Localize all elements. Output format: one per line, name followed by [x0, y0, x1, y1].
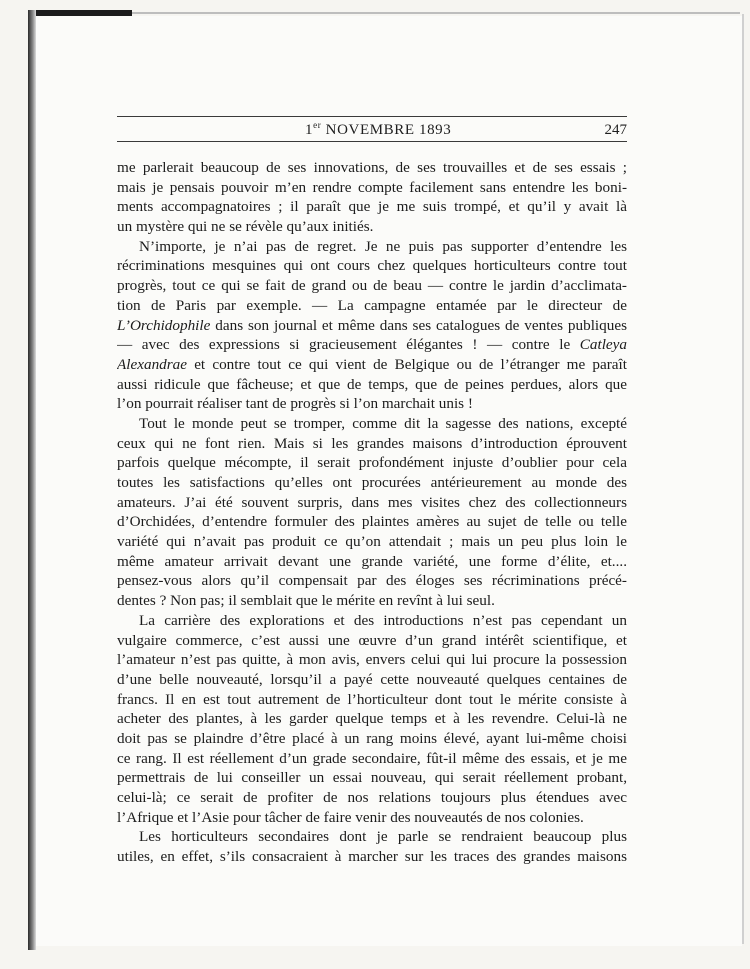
text-line-content: pensez-vous alors qu’il compensait par des éloges ses récriminations précé-	[117, 572, 627, 590]
running-head-date	[305, 120, 451, 139]
italic-title: L’Orchidophile	[117, 316, 211, 334]
scan-shadow-left	[28, 10, 36, 950]
text-line-content: francs. Il en est tout autrement de l’horticulteur dont tout le mérite consiste à	[117, 690, 627, 708]
text-line	[117, 571, 627, 591]
text-line	[117, 552, 627, 572]
text-line-content: dans son journal et même dans ses catalogues de ventes publiques	[210, 316, 627, 334]
text-line-content: mais je pensais pouvoir m’en rendre compte facilement sans entendre les boni-	[117, 178, 627, 196]
text-line-content: Les horticulteurs secondaires dont je parle se rendraient beaucoup plus	[139, 828, 627, 846]
text-line-content: doit pas se plaindre d’être placé à un rang moins élevé, ayant lui-même choisi	[117, 729, 627, 747]
text-line-content: tion de Paris par exemple. — La campagne entamée par le directeur de	[117, 296, 627, 314]
text-line-content: l’Afrique et l’Asie pour tâcher de faire venir des nouveautés de nos colonies.	[117, 808, 584, 826]
text-line	[117, 808, 627, 828]
text-line	[117, 434, 627, 454]
text-line-content: et contre tout ce qui vient de Belgique ou de l’étranger me paraît	[187, 355, 627, 373]
text-line	[117, 375, 627, 395]
text-line	[117, 611, 627, 631]
text-line	[117, 178, 627, 198]
italic-species-name: Catleya	[579, 336, 627, 354]
text-line	[117, 256, 627, 276]
text-line	[117, 768, 627, 788]
header-rule-bottom	[117, 141, 627, 142]
italic-title: Alexandrae	[117, 355, 188, 373]
text-line-content: celui-là; ce serait de profiter de nos relations toujours plus étendues avec	[117, 789, 627, 806]
text-line	[117, 493, 627, 513]
text-line	[117, 690, 627, 710]
text-line	[117, 631, 627, 651]
text-line-content: N’importe, je n’ai pas de regret. Je ne puis pas supporter d’entendre les	[139, 237, 627, 255]
text-line-content: permettrais de lui conseiller un essai nouveau, qui serait réellement probant,	[117, 769, 627, 787]
text-line	[117, 729, 627, 749]
text-line-content: acheter des plantes, à les garder quelque temps et à les revendre. Celui-là ne	[117, 710, 627, 728]
text-line	[117, 276, 627, 296]
text-line-content: La carrière des explorations et des introductions n’est pas cependant un	[139, 611, 627, 629]
page-number: 247	[604, 122, 627, 138]
text-line	[117, 788, 627, 808]
text-line	[117, 591, 627, 611]
date-prefix: 1	[305, 122, 314, 138]
text-line	[117, 158, 627, 178]
text-line-content: toutes les satisfactions qu’elles ont procurées antérieurement au monde des	[117, 474, 627, 491]
text-line-content: vulgaire commerce, c’est aussi une œuvre d’un grand intérêt scientifique, et	[117, 631, 627, 649]
text-line-content: amateurs. J’ai été souvent surpris, dans mes visites chez des collectionneurs	[117, 493, 627, 511]
text-line	[117, 847, 627, 867]
text-line-content: d’une belle nouveauté, lorsqu’il a payé cette nouveauté quelques centaines de	[117, 670, 627, 688]
text-line	[117, 394, 627, 414]
text-line-content: aussi ridicule que fâcheuse; et que de temps, que de peines perdues, alors que	[117, 375, 627, 393]
text-line	[117, 414, 627, 434]
text-line	[117, 749, 627, 769]
text-line-content: utiles, en effet, s’ils consacraient à marcher sur les traces des grandes maisons	[117, 848, 627, 866]
text-line	[117, 197, 627, 217]
text-line-content: ments accompagnatoires ; il paraît que je me suis trompé, et qu’il y avait là	[117, 198, 627, 216]
text-line-content: récriminations mesquines qui ont cours chez quelques horticulteurs contre tout	[117, 257, 627, 275]
scan-edge-right	[742, 14, 744, 944]
text-line	[117, 827, 627, 847]
text-line	[117, 335, 627, 355]
text-line	[117, 316, 627, 336]
text-line	[117, 296, 627, 316]
text-line	[117, 650, 627, 670]
text-line-content: l’amateur n’est pas quitte, à mon avis, envers celui qui lui procure la possession	[117, 651, 627, 669]
text-line-content: Tout le monde peut se tromper, comme dit la sagesse des nations, excepté	[139, 414, 627, 432]
text-line	[117, 532, 627, 552]
date-superscript: er	[313, 120, 322, 130]
text-line-content: l’on pourrait réaliser tant de progrès si l’on marchait unis !	[117, 395, 473, 413]
text-line	[117, 709, 627, 729]
text-line-content: me parlerait beaucoup de ses innovations, de ses trouvailles et de ses essais ;	[117, 159, 627, 176]
text-line	[117, 473, 627, 493]
text-line-content: d’Orchidées, d’entendre formuler des plaintes amères au sujet de telle ou telle	[117, 513, 627, 531]
body-text	[117, 158, 627, 867]
header-rule-top	[117, 116, 627, 117]
text-line-content: — avec des expressions si gracieusement élégantes ! — contre le	[117, 336, 580, 354]
scan-edge-top	[132, 12, 740, 14]
date-rest: NOVEMBRE 1893	[321, 122, 452, 138]
text-line	[117, 217, 627, 237]
text-line-content: même amateur arrivait devant une grande variété, une forme d’élite, et....	[117, 552, 627, 570]
running-header	[117, 112, 627, 148]
text-line-content: variété qui n’avait pas produit ce qu’on attendait ; mais un peu plus loin le	[117, 533, 627, 551]
text-line	[117, 237, 627, 257]
text-line-content: dentes ? Non pas; il semblait que le mérite en revînt à lui seul.	[117, 592, 495, 610]
text-line	[117, 512, 627, 532]
text-line-content: un mystère qui ne se révèle qu’aux initiés.	[117, 218, 374, 236]
text-line	[117, 670, 627, 690]
text-line-content: progrès, tout ce qui se fait de grand ou de beau — contre le jardin d’acclimata-	[117, 277, 627, 295]
text-line-content: parfois quelque mécompte, il serait profondément injuste d’oublier pour cela	[117, 454, 627, 472]
text-line	[117, 453, 627, 473]
text-line-content: ce rang. Il est réellement d’un grade secondaire, fût-il même des essais, et je me	[117, 749, 627, 767]
text-line-content: ceux qui ne font rien. Mais si les grandes maisons d’introduction éprouvent	[117, 434, 627, 452]
text-line	[117, 355, 627, 375]
